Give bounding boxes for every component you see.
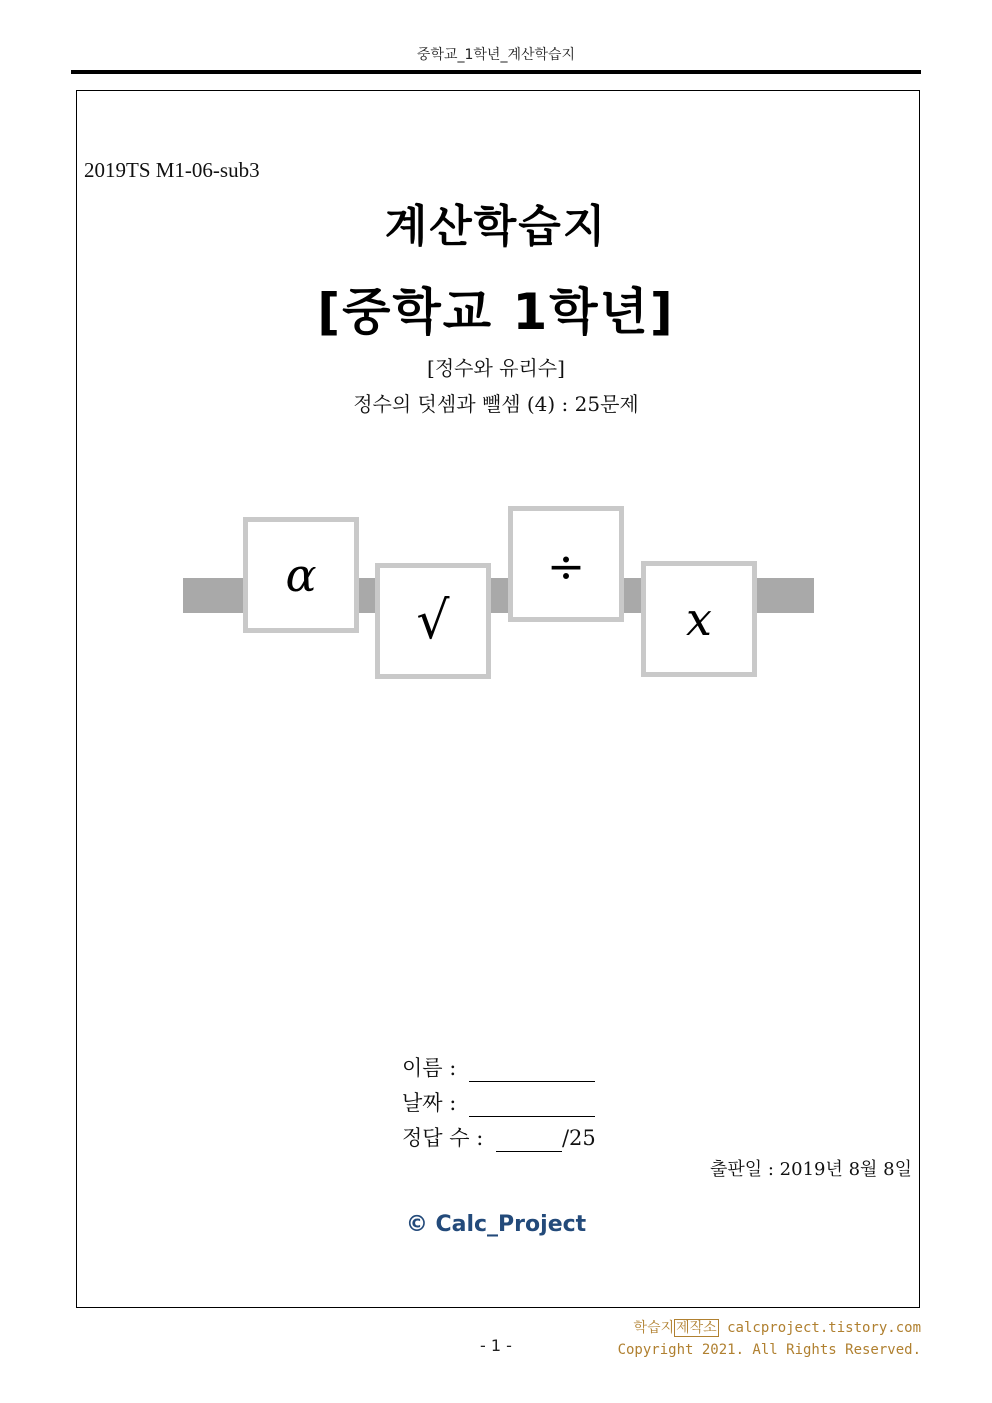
footer-maker [634, 1317, 921, 1337]
maker-boxed: 제작소 [676, 1320, 717, 1336]
sqrt-icon: √ [375, 563, 491, 679]
date-label: 날짜 : [402, 1091, 457, 1115]
score-total: /25 [561, 1126, 596, 1150]
unit-title: [정수와 유리수] [427, 356, 565, 380]
main-title: 계산학습지 [384, 201, 608, 252]
name-blank[interactable] [469, 1059, 595, 1082]
divide-symbol: ÷ [546, 539, 586, 593]
name-label: 이름 : [402, 1056, 457, 1080]
divide-icon [508, 506, 624, 622]
maker-prefix: 학습지 [633, 1320, 675, 1336]
topic-title: 정수의 덧셈과 뺄셈 (4) : 25문제 [353, 392, 639, 416]
score-blank[interactable] [496, 1129, 562, 1152]
score-field [402, 1122, 596, 1152]
name-field [402, 1052, 595, 1082]
footer-copyright: Copyright 2021. All Rights Reserved. [617, 1342, 921, 1358]
site-link[interactable]: calcproject.tistory.com [718, 1320, 921, 1336]
worksheet-code: 2019TS M1-06-sub3 [84, 158, 260, 182]
date-blank[interactable] [469, 1094, 595, 1117]
brand-logo: © Calc_Project [405, 1212, 587, 1237]
running-header: 중학교_1학년_계산학습지 [416, 47, 576, 63]
date-field [402, 1087, 595, 1117]
publish-date: 출판일 : 2019년 8월 8일 [710, 1159, 912, 1180]
header-rule [71, 70, 921, 74]
page-number: - 1 - [480, 1336, 512, 1355]
score-label: 정답 수 : [402, 1126, 484, 1150]
alpha-icon: α [243, 517, 359, 633]
grade-title: [중학교 1학년] [317, 283, 675, 341]
x-variable-icon: x [641, 561, 757, 677]
